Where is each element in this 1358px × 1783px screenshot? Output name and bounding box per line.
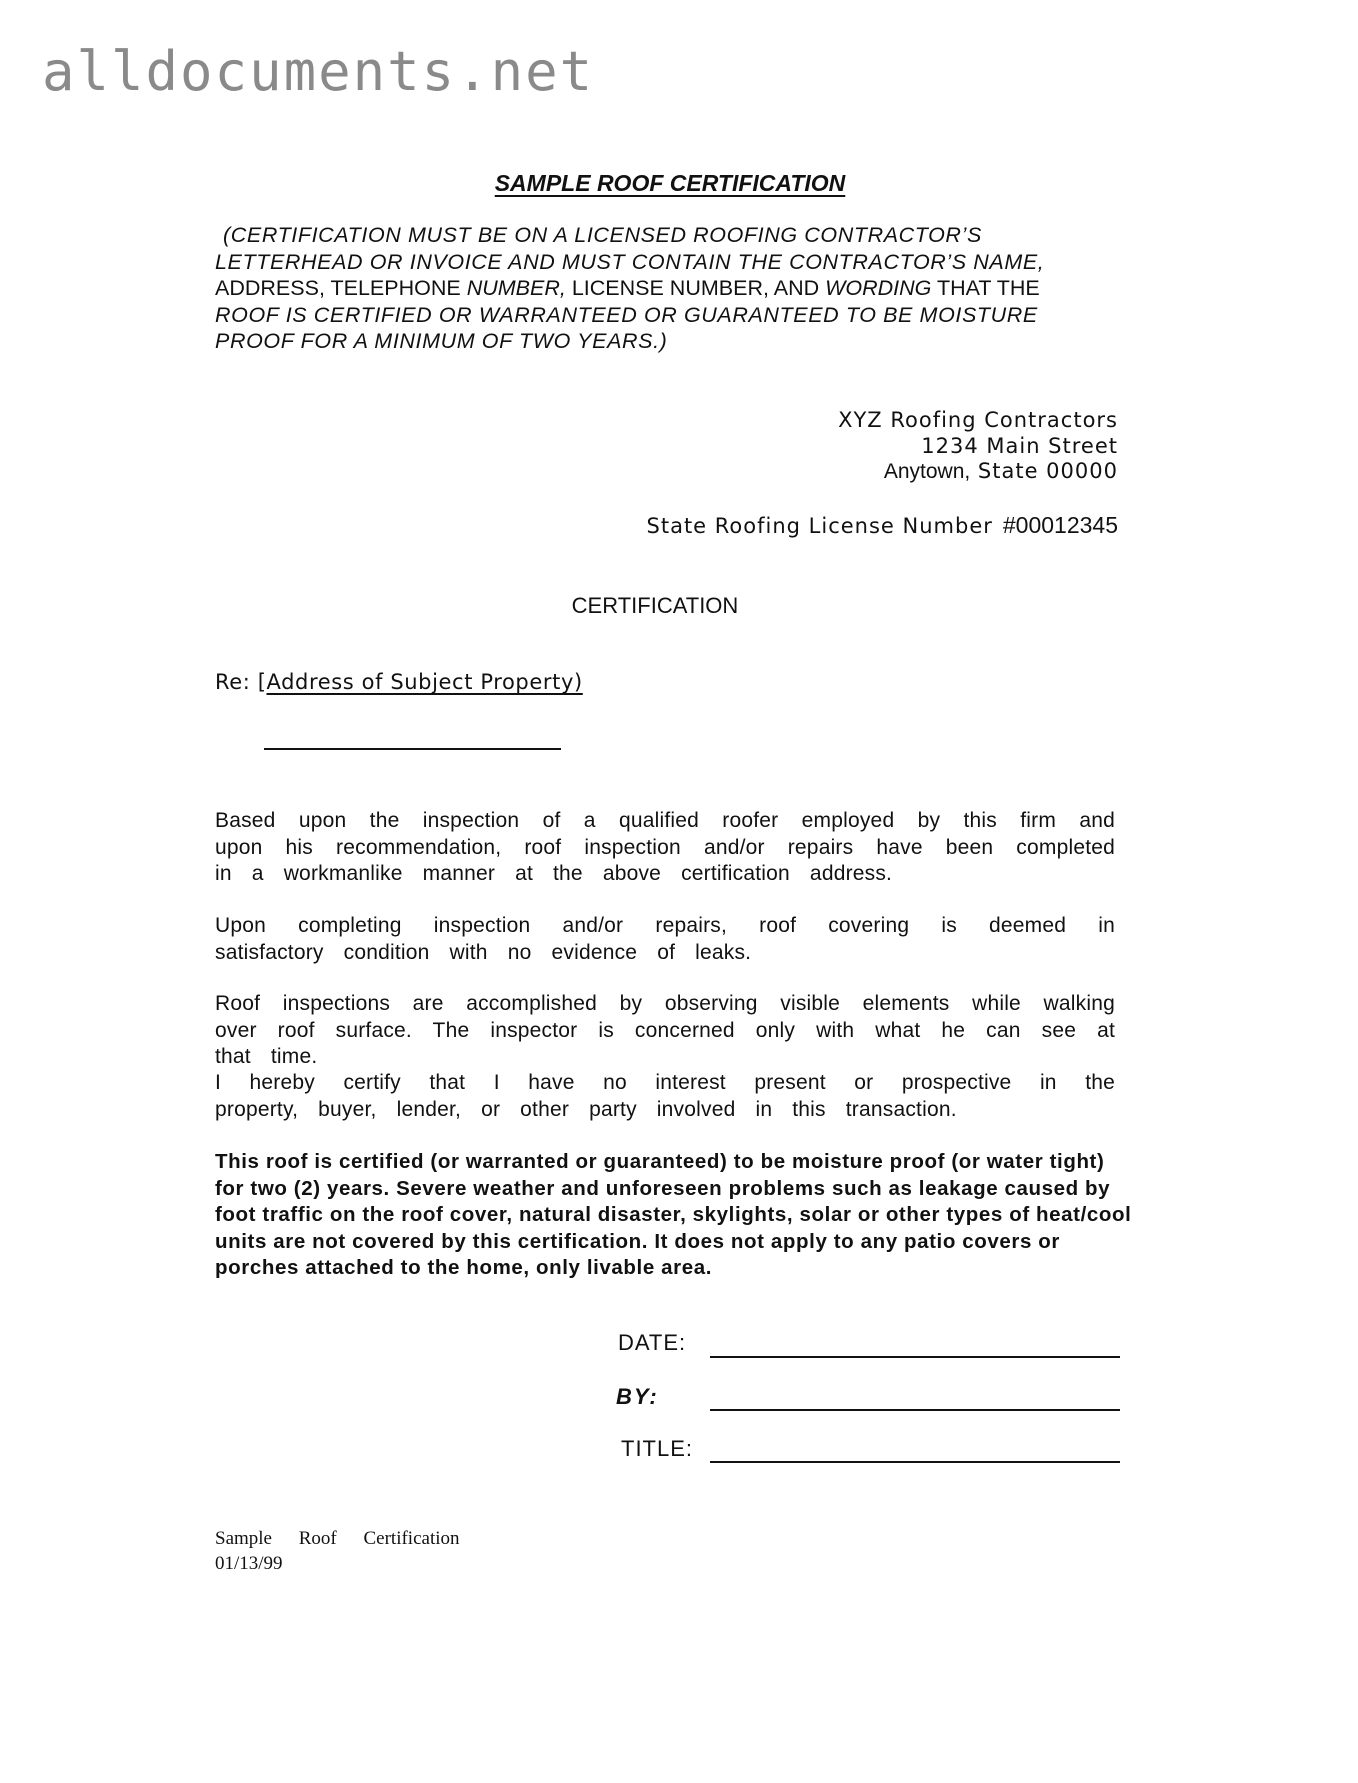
instructions-fragment: WORDING (825, 276, 932, 300)
by-label: BY: (616, 1384, 659, 1409)
paragraph-method (215, 991, 1115, 1071)
document-title (0, 170, 1340, 197)
contractor-street: 1234 Main Street (921, 433, 1118, 458)
paragraph-no-interest (215, 1070, 1115, 1123)
contractor-address (838, 408, 1118, 485)
paragraph-condition (215, 913, 1115, 966)
date-signature-line (710, 1356, 1120, 1358)
paragraph-warranty: This roof is certified (or warranted or guaranteed) to be moisture proof (or water tight) for two (2) years. Severe weather and unforeseen problems such as leakage caused by foot traffic on the roof cover, natural disaster, skylights, solar or other types of heat/cool units are not covered by this certification. It does not apply to any patio covers or porches attached to the home, only livable area. (215, 1150, 1132, 1279)
license-line (647, 512, 1118, 539)
instructions-fragment: ADDRESS, TELEPHONE (215, 276, 467, 300)
title-signature-line (710, 1461, 1120, 1463)
paragraph-text: Roof inspections are accomplished by observing visible elements while walking over roof surface. The inspector is concerned only with what he can see at that time. (215, 992, 1115, 1068)
license-number: #00012345 (1002, 512, 1118, 538)
instructions-line: (CERTIFICATION MUST BE ON A LICENSED ROOFING CONTRACTOR’S (223, 223, 982, 247)
instructions-fragment: NUMBER, (466, 276, 566, 300)
property-address-placeholder: Address of Subject Property) (266, 670, 583, 694)
contractor-city: Anytown, (883, 460, 971, 483)
watermark: alldocuments.net (42, 40, 595, 103)
address-blank-line (264, 748, 561, 750)
paragraph-text: Upon completing inspection and/or repairs, roof covering is deemed in satisfactory condition with no evidence of leaks. (215, 914, 1115, 964)
instructions-line: PROOF FOR A MINIMUM OF TWO YEARS.) (215, 329, 668, 353)
footer (215, 1526, 460, 1576)
contractor-city-line (838, 459, 1118, 485)
instructions-line: LETTERHEAD OR INVOICE AND MUST CONTAIN THE CONTRACTOR’S NAME, (215, 249, 1045, 274)
paragraph-inspection (215, 808, 1115, 888)
footer-doc-name: Sample Roof Certification (215, 1528, 460, 1549)
document-title-text: SAMPLE ROOF CERTIFICATION (494, 170, 846, 196)
certification-heading: CERTIFICATION (571, 593, 739, 618)
instructions-block (215, 222, 1095, 355)
date-label: DATE: (618, 1330, 687, 1355)
contractor-state-zip: State 00000 (977, 459, 1118, 483)
contractor-name: XYZ Roofing Contractors (838, 408, 1118, 432)
re-prefix: Re: [ (215, 670, 267, 694)
license-label: State Roofing License Number (646, 514, 993, 538)
by-signature-line (710, 1409, 1120, 1411)
re-line (215, 670, 583, 694)
title-label: TITLE: (621, 1436, 694, 1461)
paragraph-text: I hereby certify that I have no interest present or prospective in the property, buyer, lender, or other party involved in this transaction. (215, 1071, 1115, 1121)
instructions-line (215, 275, 1095, 302)
instructions-line: ROOF IS CERTIFIED OR WARRANTEED OR GUARANTEED TO BE MOISTURE (215, 302, 1038, 327)
footer-doc-date: 01/13/99 (215, 1553, 283, 1574)
paragraph-text: Based upon the inspection of a qualified roofer employed by this firm and upon his recommendation, roof inspection and/or repairs have been completed in a workmanlike manner at the above certification address. (215, 809, 1115, 885)
instructions-fragment: LICENSE NUMBER, AND (565, 276, 826, 300)
instructions-fragment: THAT THE (931, 276, 1040, 300)
